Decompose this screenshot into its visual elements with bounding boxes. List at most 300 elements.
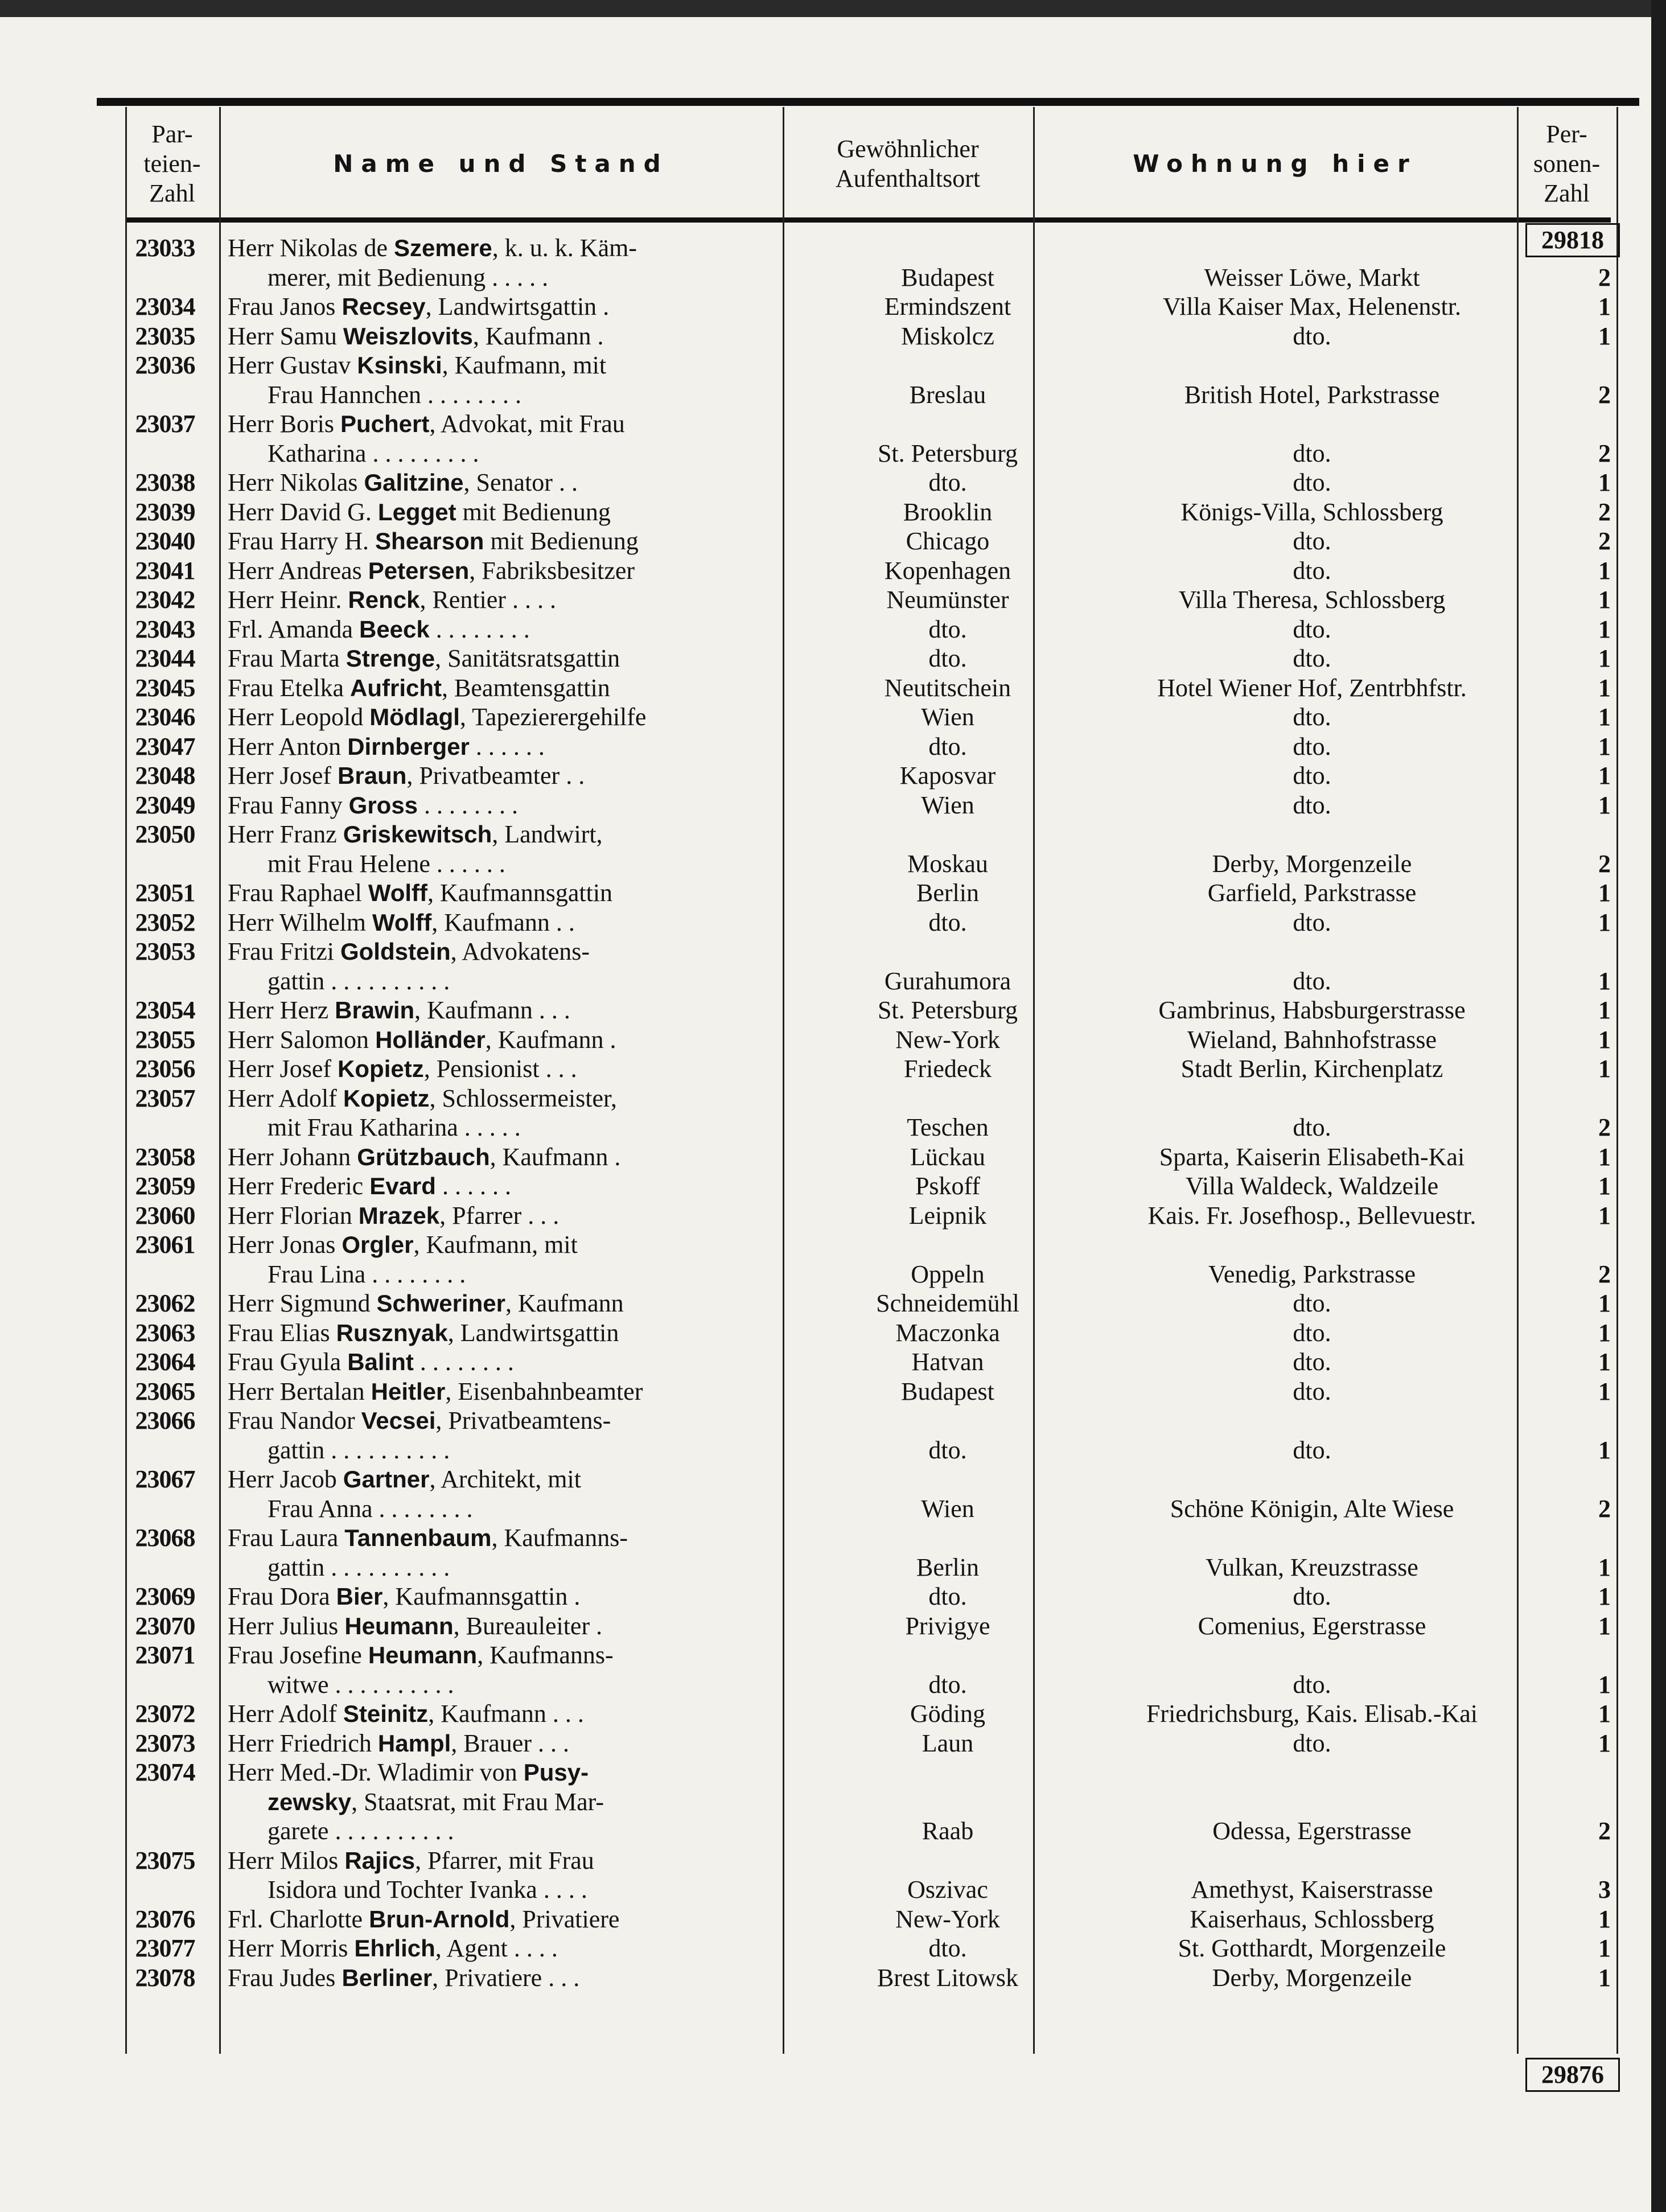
name-text: Herr Adolf <box>228 1084 343 1112</box>
party-number: 23048 <box>135 762 195 790</box>
surname: Hampl <box>377 1729 451 1757</box>
surname: Strenge <box>345 645 435 672</box>
table-row <box>125 615 1611 644</box>
person-count: 1 <box>1598 673 1611 702</box>
table-row <box>125 1289 1611 1318</box>
name-text: Frau Gyula <box>228 1348 348 1376</box>
name-line <box>228 702 757 732</box>
name-line <box>228 439 757 468</box>
name-text: Herr Bertalan <box>228 1377 371 1405</box>
name-line <box>228 1465 757 1494</box>
person-count: 1 <box>1598 703 1611 731</box>
party-number: 23076 <box>135 1905 195 1933</box>
name-text: , Kaufmann <box>505 1289 624 1317</box>
name-and-status <box>228 1729 757 1758</box>
name-text: Herr Frederic <box>228 1172 370 1200</box>
party-number: 23067 <box>135 1465 195 1493</box>
person-count: 1 <box>1598 762 1611 790</box>
party-number: 23051 <box>135 879 195 907</box>
table-row <box>125 1201 1611 1231</box>
usual-residence: Wien <box>921 791 974 819</box>
person-count: 1 <box>1598 1611 1611 1640</box>
local-address: Venedig, Parkstrasse <box>1208 1260 1416 1288</box>
party-number: 23036 <box>135 351 195 379</box>
name-and-status <box>228 409 757 468</box>
person-count: 1 <box>1598 1172 1611 1200</box>
local-address: Hotel Wiener Hof, Zentrbhfstr. <box>1157 673 1467 702</box>
name-text: Herr Jacob <box>228 1465 343 1493</box>
local-address: Villa Kaiser Max, Helenenstr. <box>1163 293 1461 320</box>
person-count: 1 <box>1598 468 1611 496</box>
surname: Mödlagl <box>369 704 460 730</box>
register-page <box>97 91 1639 2088</box>
party-number: 23063 <box>135 1318 195 1347</box>
name-text: , Kaufmannsgattin . <box>382 1582 581 1610</box>
name-line <box>228 1025 757 1055</box>
party-number: 23057 <box>135 1084 195 1112</box>
header-parteien-zahl: Par- teien- Zahl <box>143 120 201 207</box>
table-row <box>125 498 1611 527</box>
name-text: , Rentier . . . . <box>419 586 556 614</box>
name-and-status <box>228 615 757 644</box>
name-line <box>228 1289 757 1318</box>
name-line <box>228 1054 757 1084</box>
usual-residence: dto. <box>928 644 967 672</box>
table-row <box>125 702 1611 732</box>
name-text: Frau Janos <box>228 293 342 320</box>
local-address: Derby, Morgenzeile <box>1212 1963 1412 1992</box>
name-and-status <box>228 996 757 1025</box>
name-and-status <box>228 761 757 791</box>
surname: Gross <box>348 791 418 819</box>
local-address: Villa Theresa, Schlossberg <box>1178 586 1446 614</box>
local-address: Gambrinus, Habsburgerstrasse <box>1158 996 1466 1024</box>
person-count: 1 <box>1598 967 1611 995</box>
usual-residence: dto. <box>928 1582 967 1610</box>
usual-residence: Raab <box>922 1817 974 1845</box>
name-text: Frl. Amanda <box>228 615 359 643</box>
usual-residence: Wien <box>921 1494 974 1523</box>
table-row <box>125 1142 1611 1172</box>
person-count: 1 <box>1598 1553 1611 1581</box>
surname: Kopietz <box>343 1084 430 1112</box>
name-and-status <box>228 791 757 820</box>
name-and-status <box>228 1171 757 1201</box>
party-number: 23047 <box>135 732 195 760</box>
person-count: 1 <box>1598 1700 1611 1728</box>
table-row <box>125 1699 1611 1729</box>
local-address: Friedrichsburg, Kais. Elisab.-Kai <box>1146 1700 1478 1728</box>
name-line <box>228 233 757 263</box>
surname: Pusy- <box>523 1759 589 1786</box>
table-row <box>125 1171 1611 1201</box>
name-line <box>228 878 757 908</box>
name-line <box>228 556 757 586</box>
name-and-status <box>228 1377 757 1407</box>
person-count: 1 <box>1598 1905 1611 1933</box>
name-text: witwe . . . . . . . . . . <box>268 1670 454 1699</box>
name-text: Herr Josef <box>228 1055 338 1083</box>
name-text: , Landwirtsgattin <box>447 1318 619 1347</box>
usual-residence: Neutitschein <box>884 673 1011 702</box>
person-count: 2 <box>1598 380 1611 409</box>
table-row <box>125 878 1611 908</box>
person-count: 2 <box>1598 439 1611 467</box>
local-address: Kais. Fr. Josefhosp., Bellevuestr. <box>1147 1201 1476 1230</box>
usual-residence: Moskau <box>907 849 988 878</box>
name-text: Herr Herz <box>228 996 335 1024</box>
name-and-status <box>228 1230 757 1289</box>
name-and-status <box>228 292 757 322</box>
local-address: Wieland, Bahnhofstrasse <box>1187 1025 1437 1054</box>
surname: Legget <box>377 498 456 525</box>
name-line <box>228 1260 757 1289</box>
party-number: 23070 <box>135 1611 195 1640</box>
name-text: , Brauer . . . <box>451 1729 569 1757</box>
header-rule <box>125 217 1611 223</box>
usual-residence: Göding <box>910 1700 985 1728</box>
name-and-status <box>228 908 757 938</box>
local-address: Vulkan, Kreuzstrasse <box>1206 1553 1418 1581</box>
name-text: , Advokat, mit Frau <box>429 410 625 438</box>
name-text: , Advokatens- <box>450 938 590 965</box>
local-address: Sparta, Kaiserin Elisabeth-Kai <box>1159 1142 1465 1171</box>
local-address: Derby, Morgenzeile <box>1212 849 1412 878</box>
name-text: Herr Leopold <box>228 703 370 731</box>
usual-residence: Laun <box>922 1729 974 1757</box>
party-number: 23068 <box>135 1524 195 1552</box>
usual-residence: Leipnik <box>908 1201 987 1230</box>
usual-residence: Chicago <box>906 527 990 555</box>
party-number: 23039 <box>135 498 195 526</box>
local-address: Comenius, Egerstrasse <box>1198 1611 1426 1640</box>
table-row <box>125 937 1611 996</box>
usual-residence: Oszivac <box>907 1876 988 1903</box>
name-text: mit Frau Katharina . . . . . <box>268 1113 521 1141</box>
name-line <box>228 1787 757 1817</box>
person-count: 1 <box>1598 615 1611 643</box>
name-text: . . . . . . . . <box>429 615 530 643</box>
name-text: , Kaufmanns- <box>491 1524 628 1552</box>
name-line <box>228 263 757 293</box>
header-personen-zahl: Per- sonen- Zahl <box>1533 120 1601 207</box>
party-number: 23041 <box>135 556 195 585</box>
name-text: , Sanitätsratsgattin <box>435 644 620 672</box>
party-number: 23043 <box>135 615 195 643</box>
name-text: Herr Jonas <box>228 1231 342 1259</box>
party-number: 23059 <box>135 1172 195 1200</box>
party-number: 23042 <box>135 586 195 614</box>
local-address: Königs-Villa, Schlossberg <box>1180 498 1443 526</box>
name-text: Herr Boris <box>228 410 340 438</box>
name-line <box>228 1436 757 1465</box>
local-address: dto. <box>1293 1729 1331 1757</box>
name-text: . . . . . . . . <box>413 1348 514 1376</box>
table-row <box>125 1377 1611 1407</box>
name-text: Herr Johann <box>228 1142 357 1171</box>
table-row <box>125 351 1611 409</box>
name-text: Isidora und Tochter Ivanka . . . . <box>268 1876 587 1903</box>
usual-residence: Privigye <box>905 1611 990 1640</box>
name-text: mit Bedienung <box>484 527 639 555</box>
name-text: Herr Wilhelm <box>228 908 373 936</box>
name-line <box>228 1758 757 1787</box>
surname: Steinitz <box>343 1700 429 1727</box>
name-text: Herr Franz <box>228 820 343 848</box>
person-count: 2 <box>1598 1494 1611 1523</box>
local-address: dto. <box>1293 791 1331 819</box>
name-text: , Kaufmann . . . <box>428 1700 584 1728</box>
name-and-status <box>228 1318 757 1348</box>
name-text: , Pensionist . . . <box>423 1055 577 1083</box>
name-text: Herr Josef <box>228 762 338 790</box>
usual-residence: dto. <box>928 615 967 643</box>
party-number: 23033 <box>135 234 195 262</box>
name-and-status <box>228 1054 757 1084</box>
name-text: Frau Josefine <box>228 1641 368 1669</box>
table-row <box>125 791 1611 820</box>
usual-residence: Pskoff <box>915 1172 981 1200</box>
name-and-status <box>228 1201 757 1231</box>
name-text: , Privatiere <box>509 1905 620 1933</box>
table-row <box>125 761 1611 791</box>
name-line <box>228 820 757 849</box>
name-text: , Architekt, mit <box>429 1465 581 1493</box>
name-line <box>228 1084 757 1113</box>
surname: Szemere <box>394 235 492 261</box>
name-text: , Fabriksbesitzer <box>469 556 635 585</box>
local-address: Amethyst, Kaiserstrasse <box>1191 1876 1433 1903</box>
name-text: Frau Harry H. <box>228 527 376 555</box>
local-address: British Hotel, Parkstrasse <box>1184 380 1440 409</box>
name-line <box>228 849 757 879</box>
person-count: 2 <box>1598 849 1611 878</box>
table-row <box>125 1963 1611 1993</box>
party-number: 23064 <box>135 1348 195 1376</box>
name-text: Frau Judes <box>228 1963 342 1992</box>
usual-residence: Miskolcz <box>901 322 994 350</box>
column-border-right <box>1616 107 1618 2054</box>
name-and-status <box>228 1963 757 1993</box>
name-line <box>228 1201 757 1231</box>
local-address: dto. <box>1293 615 1331 643</box>
surname: Goldstein <box>340 938 451 965</box>
table-row <box>125 585 1611 615</box>
person-count: 1 <box>1598 1025 1611 1054</box>
local-address: dto. <box>1293 1582 1331 1610</box>
scan-edge-right <box>1651 0 1666 2212</box>
person-count: 3 <box>1598 1876 1611 1903</box>
usual-residence: Gurahumora <box>884 967 1011 995</box>
name-line <box>228 1816 757 1846</box>
carry-in-total: 29818 <box>1525 223 1620 257</box>
party-number: 23078 <box>135 1963 195 1992</box>
surname: Rajics <box>344 1847 416 1874</box>
name-text: , Kaufmannsgattin <box>427 879 613 907</box>
name-line <box>228 1377 757 1407</box>
table-row <box>125 908 1611 938</box>
name-text: Frau Hannchen . . . . . . . . <box>268 380 522 409</box>
name-and-status <box>228 878 757 908</box>
header-name-und-stand: Name und Stand <box>333 150 669 178</box>
name-text: Herr Salomon <box>228 1025 376 1054</box>
name-line <box>228 498 757 527</box>
name-line <box>228 468 757 498</box>
name-text: , Pfarrer, mit Frau <box>415 1846 594 1874</box>
surname: Beeck <box>359 615 430 643</box>
table-row <box>125 1846 1611 1905</box>
name-text: Herr Anton <box>228 732 348 760</box>
surname: Grützbauch <box>357 1143 490 1170</box>
name-and-status <box>228 498 757 527</box>
name-and-status <box>228 1084 757 1142</box>
name-text: gattin . . . . . . . . . . <box>268 1553 450 1581</box>
usual-residence: Breslau <box>909 380 986 409</box>
person-count: 1 <box>1598 1963 1611 1992</box>
name-line <box>228 1846 757 1876</box>
name-line <box>228 908 757 938</box>
name-text: Herr Milos <box>228 1846 345 1874</box>
local-address: dto. <box>1293 527 1331 555</box>
party-number: 23071 <box>135 1641 195 1669</box>
usual-residence: St. Petersburg <box>877 439 1018 467</box>
name-line <box>228 1406 757 1436</box>
person-count: 1 <box>1598 1142 1611 1171</box>
name-text: Herr Sigmund <box>228 1289 377 1317</box>
usual-residence: Kopenhagen <box>884 556 1011 585</box>
local-address: dto. <box>1293 439 1331 467</box>
person-count: 1 <box>1598 791 1611 819</box>
name-text: , Agent . . . . <box>435 1934 558 1962</box>
surname: Mrazek <box>358 1202 440 1229</box>
person-count: 1 <box>1598 1201 1611 1230</box>
usual-residence: Hatvan <box>911 1348 984 1376</box>
usual-residence: dto. <box>928 1934 967 1962</box>
person-count: 1 <box>1598 556 1611 585</box>
name-and-status <box>228 1406 757 1465</box>
table-row <box>125 820 1611 878</box>
usual-residence: Kaposvar <box>899 762 996 790</box>
name-and-status <box>228 673 757 703</box>
name-and-status <box>228 820 757 878</box>
name-line <box>228 1611 757 1641</box>
table-row <box>125 1934 1611 1963</box>
scan-edge-top <box>0 0 1666 17</box>
party-number: 23065 <box>135 1377 195 1405</box>
person-count: 1 <box>1598 879 1611 907</box>
local-address: dto. <box>1293 967 1331 995</box>
local-address: dto. <box>1293 762 1331 790</box>
local-address: dto. <box>1293 703 1331 731</box>
surname: Rusznyak <box>336 1319 448 1346</box>
name-text: Herr Med.-Dr. Wladimir von <box>228 1758 524 1786</box>
name-line <box>228 1582 757 1611</box>
party-number: 23037 <box>135 410 195 438</box>
name-and-status <box>228 1465 757 1523</box>
surname: Wolff <box>368 879 427 906</box>
local-address: Garfield, Parkstrasse <box>1207 879 1417 907</box>
name-text: Herr Morris <box>228 1934 355 1962</box>
person-count: 2 <box>1598 498 1611 526</box>
name-text: Frau Lina . . . . . . . . <box>268 1260 466 1288</box>
table-row <box>125 1318 1611 1348</box>
usual-residence: Budapest <box>901 263 994 291</box>
name-and-status <box>228 1025 757 1055</box>
name-and-status <box>228 1347 757 1377</box>
usual-residence: Schneidemühl <box>876 1289 1019 1317</box>
table-row <box>125 292 1611 322</box>
party-number: 23066 <box>135 1407 195 1434</box>
name-and-status <box>228 556 757 586</box>
person-count: 2 <box>1598 527 1611 555</box>
person-count: 2 <box>1598 263 1611 291</box>
name-text: , Kaufmann, mit <box>413 1231 578 1259</box>
person-count: 1 <box>1598 996 1611 1024</box>
person-count: 2 <box>1598 1260 1611 1288</box>
name-line <box>228 1963 757 1993</box>
person-count: 1 <box>1598 732 1611 760</box>
name-and-status <box>228 937 757 996</box>
name-text: , k. u. k. Käm- <box>492 234 637 262</box>
usual-residence: Berlin <box>916 879 979 907</box>
name-text: garete . . . . . . . . . . <box>268 1817 454 1845</box>
name-and-status <box>228 1905 757 1934</box>
usual-residence: dto. <box>928 1670 967 1699</box>
table-row <box>125 1347 1611 1377</box>
name-line <box>228 1318 757 1348</box>
party-number: 23075 <box>135 1846 195 1874</box>
person-count: 1 <box>1598 1318 1611 1347</box>
usual-residence: St. Petersburg <box>877 996 1018 1024</box>
surname: Brun-Arnold <box>369 1905 510 1933</box>
name-text: Frl. Charlotte <box>228 1905 369 1933</box>
name-text: , Kaufmann, mit <box>442 351 607 379</box>
usual-residence: Neumünster <box>886 586 1009 614</box>
table-row <box>125 1084 1611 1142</box>
name-text: Frau Dora <box>228 1582 336 1610</box>
table-row <box>125 673 1611 703</box>
surname: Ksinski <box>357 352 442 379</box>
party-number: 23038 <box>135 468 195 496</box>
party-number: 23077 <box>135 1934 195 1962</box>
local-address: dto. <box>1293 468 1331 496</box>
name-and-status <box>228 1582 757 1611</box>
name-and-status <box>228 1611 757 1641</box>
table-row <box>125 468 1611 498</box>
name-text: Frau Fritzi <box>228 938 340 965</box>
name-and-status <box>228 1523 757 1582</box>
surname: zewsky <box>268 1788 352 1815</box>
name-line <box>228 1553 757 1582</box>
name-line <box>228 1171 757 1201</box>
party-number: 23040 <box>135 527 195 555</box>
surname: Ehrlich <box>354 1935 435 1962</box>
party-number: 23035 <box>135 322 195 350</box>
party-number: 23052 <box>135 908 195 936</box>
name-line <box>228 1523 757 1553</box>
name-text: mit Bedienung <box>456 498 611 526</box>
name-text: Frau Marta <box>228 644 346 672</box>
name-text: Herr David G. <box>228 498 378 526</box>
top-rule <box>97 98 1639 106</box>
name-text: , Privatiere . . . <box>432 1963 580 1992</box>
usual-residence: Wien <box>921 703 974 731</box>
name-text: Katharina . . . . . . . . . <box>268 439 479 467</box>
surname: Braun <box>338 762 407 789</box>
local-address: dto. <box>1293 1289 1331 1317</box>
name-line <box>228 1729 757 1758</box>
name-text: Herr Samu <box>228 322 343 350</box>
